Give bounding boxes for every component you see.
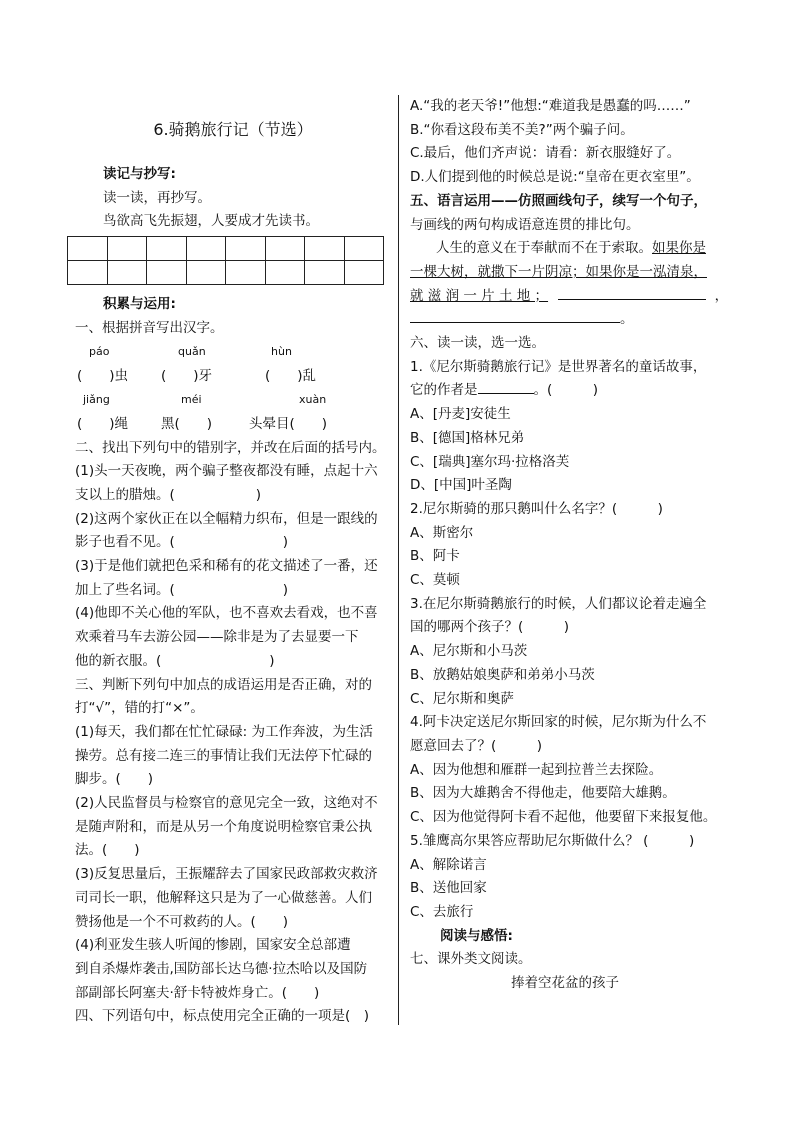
- q6-4: 4.阿卡决定送尼尔斯回家的时候，尼尔斯为什么不: [410, 714, 707, 731]
- option: C、尼尔斯和奥萨: [410, 690, 514, 707]
- q2-item-2: (2)这两个家伙正在以全幅精力织布，但是一跟线的: [75, 510, 378, 527]
- q2-item-4-cont: 欢乘着马车去游公园——除非是为了去显要一下: [75, 629, 359, 646]
- pinyin: xuàn: [299, 392, 327, 406]
- section-accumulate: 积累与运用:: [103, 296, 176, 313]
- story-title: 捧着空花盆的孩子: [511, 975, 619, 992]
- q6-2[interactable]: 2.尼尔斯骑的那只鹅叫什么名字？( ): [410, 500, 663, 517]
- column-divider: [398, 95, 399, 1025]
- answer-paren[interactable]: 。( ): [533, 382, 599, 399]
- question-5-cont: 与画线的两句构成语意连贯的排比句。: [410, 216, 640, 233]
- q3-item-4-cont[interactable]: 部副部长阿塞夫·舒卡特被炸身亡。( ): [75, 984, 320, 1001]
- pinyin: páo: [89, 344, 110, 358]
- q3-item-4: (4)利亚发生骇人听闻的惨剧，国家安全总部遭: [75, 937, 351, 954]
- answer-blank[interactable]: [478, 379, 534, 394]
- pinyin: méi: [181, 392, 202, 406]
- q3-item-2-cont: 是随声附和，而是从另一个角度说明检察官秉公执: [75, 818, 372, 835]
- section-read: 阅读与感悟:: [440, 927, 513, 944]
- option: A、因为他想和雁群一起到拉普兰去探险。: [410, 761, 663, 778]
- q4-option-a: A.“我的老天爷!”他想:“难道我是愚蠢的吗……”: [410, 98, 691, 114]
- right-column: [410, 95, 729, 996]
- char-blank[interactable]: ( )虫: [77, 367, 129, 384]
- q3-item-1-cont: 操劳。总有接二连三的事情让我们无法停下忙碌的: [75, 747, 372, 764]
- left-column: [75, 95, 391, 1029]
- read-copy-instruction: 读一读，再抄写。: [103, 189, 211, 206]
- question-3-cont: 打“√”，错的打“×”。: [75, 700, 204, 717]
- q2-item-4: (4)他即不关心他的军队，也不喜欢去看戏，也不喜: [75, 605, 378, 622]
- q5-passage: [410, 237, 720, 261]
- q6-4-cont[interactable]: 愿意回去了？( ): [410, 737, 543, 754]
- comma: ，: [714, 287, 729, 304]
- answer-blank[interactable]: [410, 308, 620, 323]
- question-7: 七、课外类文阅读。: [410, 951, 532, 968]
- question-3: 三、判断下列句中加点的成语运用是否正确，对的: [75, 676, 372, 693]
- option: B、阿卡: [410, 548, 460, 565]
- q3-item-2-cont[interactable]: 法。( ): [75, 842, 140, 859]
- option: B、[德国]格林兄弟: [410, 429, 525, 446]
- q5-fill-line-2: [410, 308, 720, 332]
- q5-underlined: 就 滋 润 一 片 土 地 ；: [410, 287, 549, 304]
- option: B、因为大雄鹅舍不得他走，他要陪大雄鹅。: [410, 785, 676, 802]
- copy-grid[interactable]: [67, 236, 384, 285]
- option: D、[中国]叶圣陶: [410, 477, 512, 494]
- char-blank[interactable]: 头晕目( ): [249, 415, 328, 432]
- question-1: 一、根据拼音写出汉字。: [75, 319, 224, 336]
- period: 。: [620, 311, 634, 328]
- q2-item-3-cont[interactable]: 加上了些名词。( ): [75, 581, 289, 598]
- proverb: 鸟欲高飞先振翅，人要成才先读书。: [103, 213, 319, 230]
- option: B、送他回家: [410, 880, 487, 897]
- option: C、因为他觉得阿卡看不起他，他要留下来报复他。: [410, 809, 717, 826]
- option: C、[瑞典]塞尔玛·拉格洛芙: [410, 453, 570, 470]
- answer-blank[interactable]: [558, 285, 706, 300]
- q6-1-text: 它的作者是: [410, 382, 478, 399]
- q5-text: 人生的意义在于奉献而不在于索取。: [436, 240, 652, 257]
- option: B、放鹅姑娘奥萨和弟弟小马茨: [410, 666, 595, 683]
- char-blank[interactable]: ( )乱: [265, 367, 317, 384]
- q4-option-c: C.最后，他们齐声说：请看：新衣服缝好了。: [410, 145, 681, 162]
- q2-item-4-cont[interactable]: 他的新衣服。( ): [75, 652, 275, 669]
- option: A、解除诺言: [410, 856, 487, 873]
- pinyin-row-1: [75, 341, 391, 364]
- q6-1-cont: [410, 379, 720, 403]
- q5-underlined: 如果你是: [652, 240, 706, 257]
- q5-fill-line: [410, 285, 729, 309]
- q3-item-1-cont[interactable]: 脚步。( ): [75, 771, 154, 788]
- question-6: 六、读一读，选一选。: [410, 335, 545, 352]
- char-blank[interactable]: 黑( ): [161, 415, 213, 432]
- q4-option-d: D.人们提到他的时候总是说:“皇帝在更衣室里”。: [410, 169, 700, 186]
- question-5: 五、语言运用——仿照画线句子，续写一个句子，: [410, 192, 707, 209]
- q2-item-3: (3)于是他们就把色采和稀有的花文描述了一番，还: [75, 558, 378, 575]
- q3-item-4-cont: 到自杀爆炸袭击,国防部长达乌德·拉杰哈以及国防: [75, 960, 368, 977]
- q3-item-1: (1)每天，我们都在忙忙碌碌: 为工作奔波，为生活: [75, 723, 373, 740]
- q2-item-1: (1)头一天夜晚，两个骗子整夜都没有睡，点起十六: [75, 463, 378, 480]
- q3-item-2: (2)人民监督员与检察官的意见完全一致，这绝对不: [75, 795, 378, 812]
- page-title: 6.骑鹅旅行记（节选）: [153, 120, 313, 139]
- q2-item-2-cont[interactable]: 影子也看不见。( ): [75, 534, 289, 551]
- q3-item-3-cont[interactable]: 赞扬他是一个不可救药的人。( ): [75, 913, 289, 930]
- question-4[interactable]: 四、下列语句中，标点使用完全正确的一项是( ): [75, 1008, 370, 1025]
- question-2: 二、找出下列句中的错别字，并改在后面的括号内。: [75, 439, 386, 456]
- q4-option-b: B.“你看这段布美不美?”两个骗子问。: [410, 121, 634, 138]
- option: C、去旅行: [410, 903, 474, 920]
- char-blank[interactable]: ( )绳: [77, 415, 129, 432]
- q6-1: 1.《尼尔斯骑鹅旅行记》是世界著名的童话故事，: [410, 358, 707, 375]
- pinyin-row-2: [75, 389, 391, 412]
- q6-5[interactable]: 5.雏鹰高尔果答应帮助尼尔斯做什么？ ( ): [410, 832, 695, 849]
- char-row-1: [75, 364, 391, 389]
- pinyin: jiǎng: [83, 392, 110, 406]
- pinyin: hùn: [271, 344, 292, 358]
- q2-item-1-cont[interactable]: 支以上的腊烛。( ): [75, 486, 262, 503]
- q6-3-cont[interactable]: 国的哪两个孩子？( ): [410, 619, 570, 636]
- option: A、[丹麦]安徒生: [410, 406, 511, 423]
- option: C、莫顿: [410, 572, 460, 589]
- section-read-copy: 读记与抄写:: [103, 166, 176, 182]
- pinyin: quǎn: [178, 344, 206, 358]
- char-row-2: [75, 412, 391, 437]
- option: A、斯密尔: [410, 524, 474, 541]
- q6-3: 3.在尼尔斯骑鹅旅行的时候，人们都议论着走遍全: [410, 595, 707, 612]
- char-blank[interactable]: ( )牙: [161, 367, 213, 384]
- q3-item-3: (3)反复思量后，王振耀辞去了国家民政部救灾救济: [75, 866, 378, 883]
- option: A、尼尔斯和小马茨: [410, 643, 528, 660]
- q5-underlined-line: 一棵大树，就撒下一片阴凉；如果你是一泓清泉，: [410, 263, 707, 280]
- q3-item-3-cont: 司司长一职，他解释这只是为了一心做慈善。人们: [75, 889, 372, 906]
